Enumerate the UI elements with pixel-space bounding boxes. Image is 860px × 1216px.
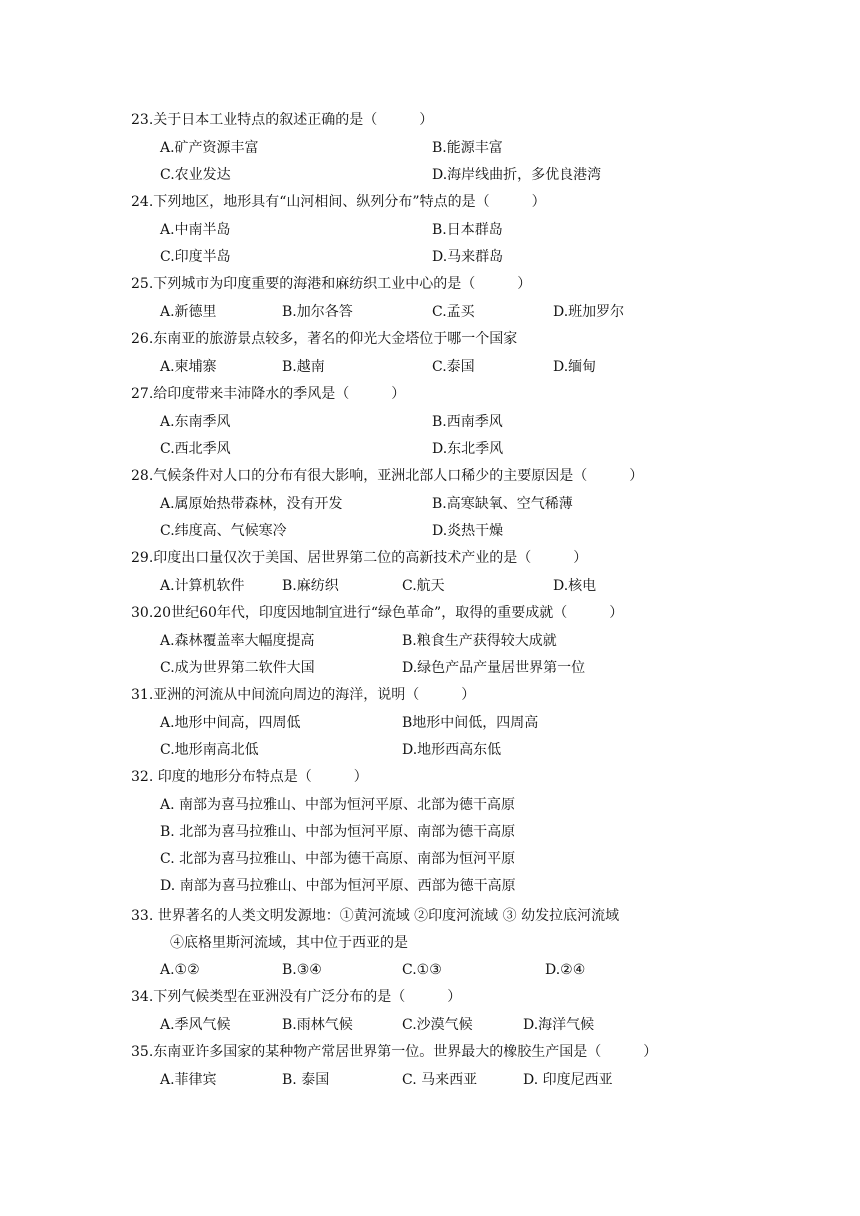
question-31: 31.亚洲的河流从中间流向周边的海洋，说明（ ） [131,687,476,703]
question-28: 28.气候条件对人口的分布有很大影响，亚洲北部人口稀少的主要原因是（ ） [131,468,644,484]
option-34-a: A.季风气候 [160,1017,231,1033]
question-33-line-2: ④底格里斯河流域，其中位于西亚的是 [170,935,408,951]
option-27-c: C.西北季风 [160,441,231,457]
option-35-c: C. 马来西亚 [402,1072,478,1088]
option-30-b: B.粮食生产获得较大成就 [402,633,557,649]
option-26-c: C.泰国 [432,359,475,375]
option-31-d: D.地形西高东低 [402,742,502,758]
option-34-c: C.沙漠气候 [402,1017,473,1033]
option-25-d: D.班加罗尔 [553,304,625,320]
option-24-d: D.马来群岛 [432,249,504,265]
option-31-b: B地形中间低，四周高 [402,715,539,731]
question-25: 25.下列城市为印度重要的海港和麻纺织工业中心的是（ ） [131,276,532,292]
option-30-d: D.绿色产品产量居世界第一位 [402,660,586,676]
option-28-d: D.炎热干燥 [432,523,504,539]
option-32-a: A. 南部为喜马拉雅山、中部为恒河平原、北部为德干高原 [160,797,516,813]
option-33-c: C.①③ [402,962,442,978]
option-27-a: A.东南季风 [160,414,231,430]
option-23-b: B.能源丰富 [432,140,503,156]
option-33-d: D.②④ [545,962,586,978]
option-28-c: C.纬度高、气候寒冷 [160,523,287,539]
option-32-b: B. 北部为喜马拉雅山、中部为恒河平原、南部为德干高原 [160,824,516,840]
option-35-d: D. 印度尼西亚 [523,1072,613,1088]
option-25-c: C.孟买 [432,304,475,320]
option-24-b: B.日本群岛 [432,222,503,238]
option-31-a: A.地形中间高，四周低 [160,715,301,731]
option-27-d: D.东北季风 [432,441,504,457]
option-26-d: D.缅甸 [553,359,597,375]
option-30-a: A.森林覆盖率大幅度提高 [160,633,315,649]
question-27: 27.给印度带来丰沛降水的季风是（ ） [131,386,406,402]
option-23-a: A.矿产资源丰富 [160,140,259,156]
option-34-b: B.雨林气候 [282,1017,353,1033]
question-23: 23.关于日本工业特点的叙述正确的是（ ） [131,112,434,128]
option-33-a: A.①② [160,962,200,978]
option-32-c: C. 北部为喜马拉雅山、中部为德干高原、南部为恒河平原 [160,851,516,867]
option-24-c: C.印度半岛 [160,249,231,265]
option-23-c: C.农业发达 [160,167,231,183]
option-25-b: B.加尔各答 [282,304,353,320]
option-29-d: D.核电 [553,578,597,594]
option-24-a: A.中南半岛 [160,222,231,238]
option-28-a: A.属原始热带森林，没有开发 [160,496,343,512]
question-26: 26.东南亚的旅游景点较多，著名的仰光大金塔位于哪一个国家 [131,331,518,347]
question-32: 32. 印度的地形分布特点是（ ） [131,769,368,785]
option-26-b: B.越南 [282,359,325,375]
option-30-c: C.成为世界第二软件大国 [160,660,315,676]
question-30: 30.20世纪60年代，印度因地制宜进行“绿色革命”，取得的重要成就（ ） [131,605,624,621]
question-35: 35.东南亚许多国家的某种物产常居世界第一位。世界最大的橡胶生产国是（ ） [131,1044,658,1060]
question-24: 24.下列地区，地形具有“山河相间、纵列分布”特点的是（ ） [131,194,546,210]
option-29-a: A.计算机软件 [160,578,245,594]
question-29: 29.印度出口量仅次于美国、居世界第二位的高新技术产业的是（ ） [131,550,588,566]
option-23-d: D.海岸线曲折，多优良港湾 [432,167,602,183]
question-34: 34.下列气候类型在亚洲没有广泛分布的是（ ） [131,989,462,1005]
option-35-b: B. 泰国 [282,1072,330,1088]
option-33-b: B.③④ [282,962,322,978]
option-29-b: B.麻纺织 [282,578,339,594]
option-25-a: A.新德里 [160,304,217,320]
option-26-a: A.柬埔寨 [160,359,217,375]
option-27-b: B.西南季风 [432,414,503,430]
option-31-c: C.地形南高北低 [160,742,259,758]
option-29-c: C.航天 [402,578,445,594]
option-34-d: D.海洋气候 [523,1017,595,1033]
option-32-d: D. 南部为喜马拉雅山、中部为恒河平原、西部为德干高原 [160,878,516,894]
option-28-b: B.高寒缺氧、空气稀薄 [432,496,573,512]
option-35-a: A.菲律宾 [160,1072,217,1088]
question-33: 33. 世界著名的人类文明发源地：①黄河流域 ②印度河流域 ③ 幼发拉底河流域 [131,908,620,924]
